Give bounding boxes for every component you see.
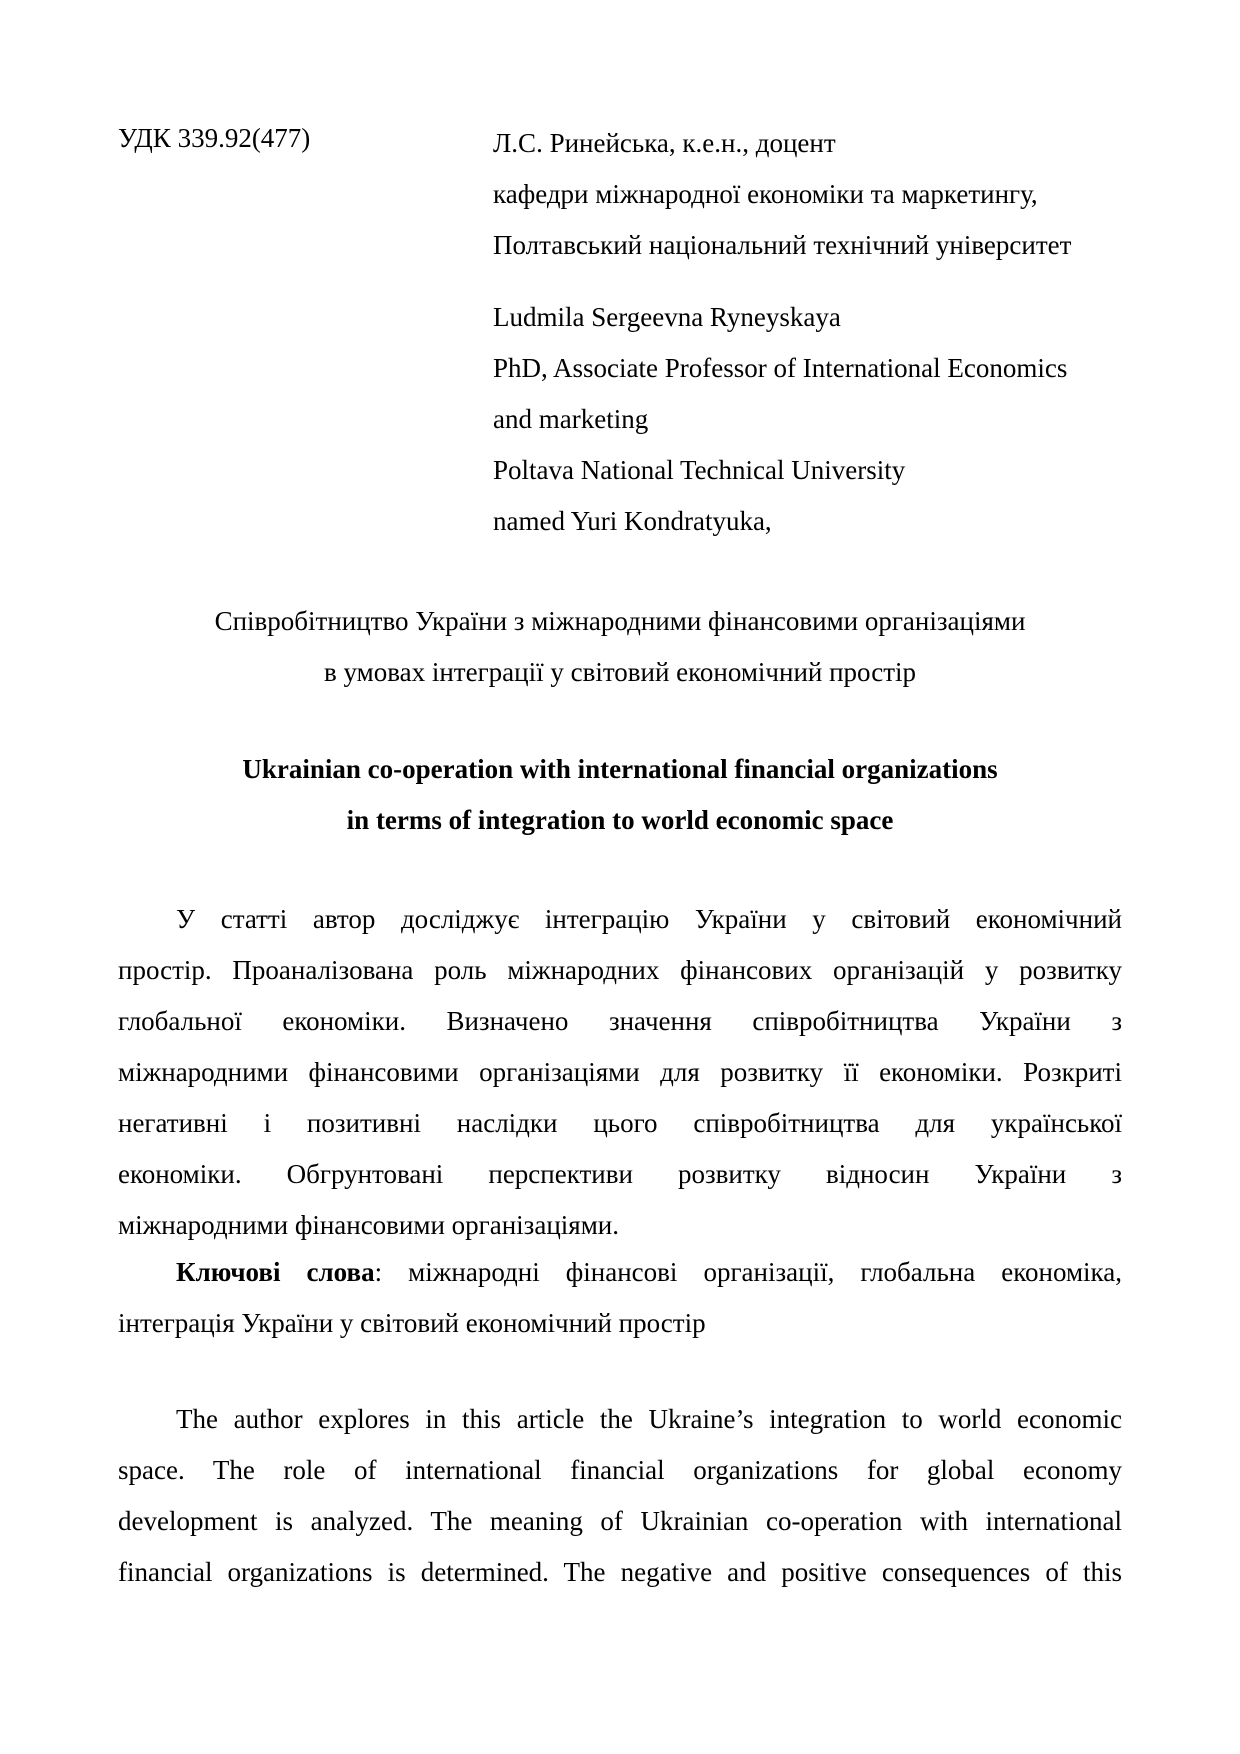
author-university-en: Poltava National Technical University [493,455,906,485]
udk-code: УДК 339.92(477) [118,123,311,153]
author-position-en-cont: and marketing [493,404,649,434]
title-en-line: Ukrainian co-operation with international financial organizations [242,754,998,784]
abstract-ua-line: міжнародними фінансовими організаціями. [118,1210,619,1240]
author-university-ua: Полтавський національний технічний університет [493,230,1072,260]
keywords-label: Ключові слова [176,1257,375,1287]
abstract-en-line: financial organizations is determined. The negative and positive consequences of this [118,1557,1122,1587]
abstract-en [118,1394,1122,1598]
author-name-ua: Л.С. Ринейська, к.е.н., доцент [493,128,836,158]
article-title-ua [118,596,1122,698]
author-university-en-cont: named Yuri Kondratyuka, [493,506,772,536]
author-department-ua: кафедри міжнародної економіки та маркетингу, [493,179,1038,209]
abstract-ua-line: економіки. Обгрунтовані перспективи розвитку відносин України з [118,1159,1122,1189]
keywords-text: : міжнародні фінансові організації, глобальна економіка, [374,1257,1122,1287]
author-info-en [493,292,1067,547]
abstract-ua [118,894,1122,1251]
author-name-en: Ludmila Sergeevna Ryneyskaya [493,302,841,332]
article-title-en [118,744,1122,846]
author-info-ua [493,118,1071,271]
author-position-en: PhD, Associate Professor of International Economics [493,353,1068,383]
title-en-line: in terms of integration to world economic space [346,805,894,835]
keywords-line: інтеграція України у світовий економічний простір [118,1308,706,1338]
abstract-ua-line: У статті автор досліджує інтеграцію України у світовий економічний [176,904,1122,934]
abstract-ua-line: глобальної економіки. Визначено значення співробітництва України з [118,1006,1122,1036]
abstract-ua-line: простір. Проаналізована роль міжнародних фінансових організацій у розвитку [118,955,1122,985]
keywords [118,1247,1122,1349]
abstract-en-line: The author explores in this article the Ukraine’s integration to world economic [176,1404,1122,1434]
abstract-en-line: development is analyzed. The meaning of Ukrainian co-operation with international [118,1506,1122,1536]
title-ua-line: в умовах інтеграції у світовий економічний простір [323,657,916,687]
keywords-line [118,1247,1122,1298]
abstract-ua-line: негативні і позитивні наслідки цього співробітництва для української [118,1108,1122,1138]
title-ua-line: Співробітництво України з міжнародними фінансовими організаціями [214,606,1026,636]
abstract-en-line: space. The role of international financial organizations for global economy [118,1455,1122,1485]
abstract-ua-line: міжнародними фінансовими організаціями для розвитку її економіки. Розкриті [118,1057,1122,1087]
